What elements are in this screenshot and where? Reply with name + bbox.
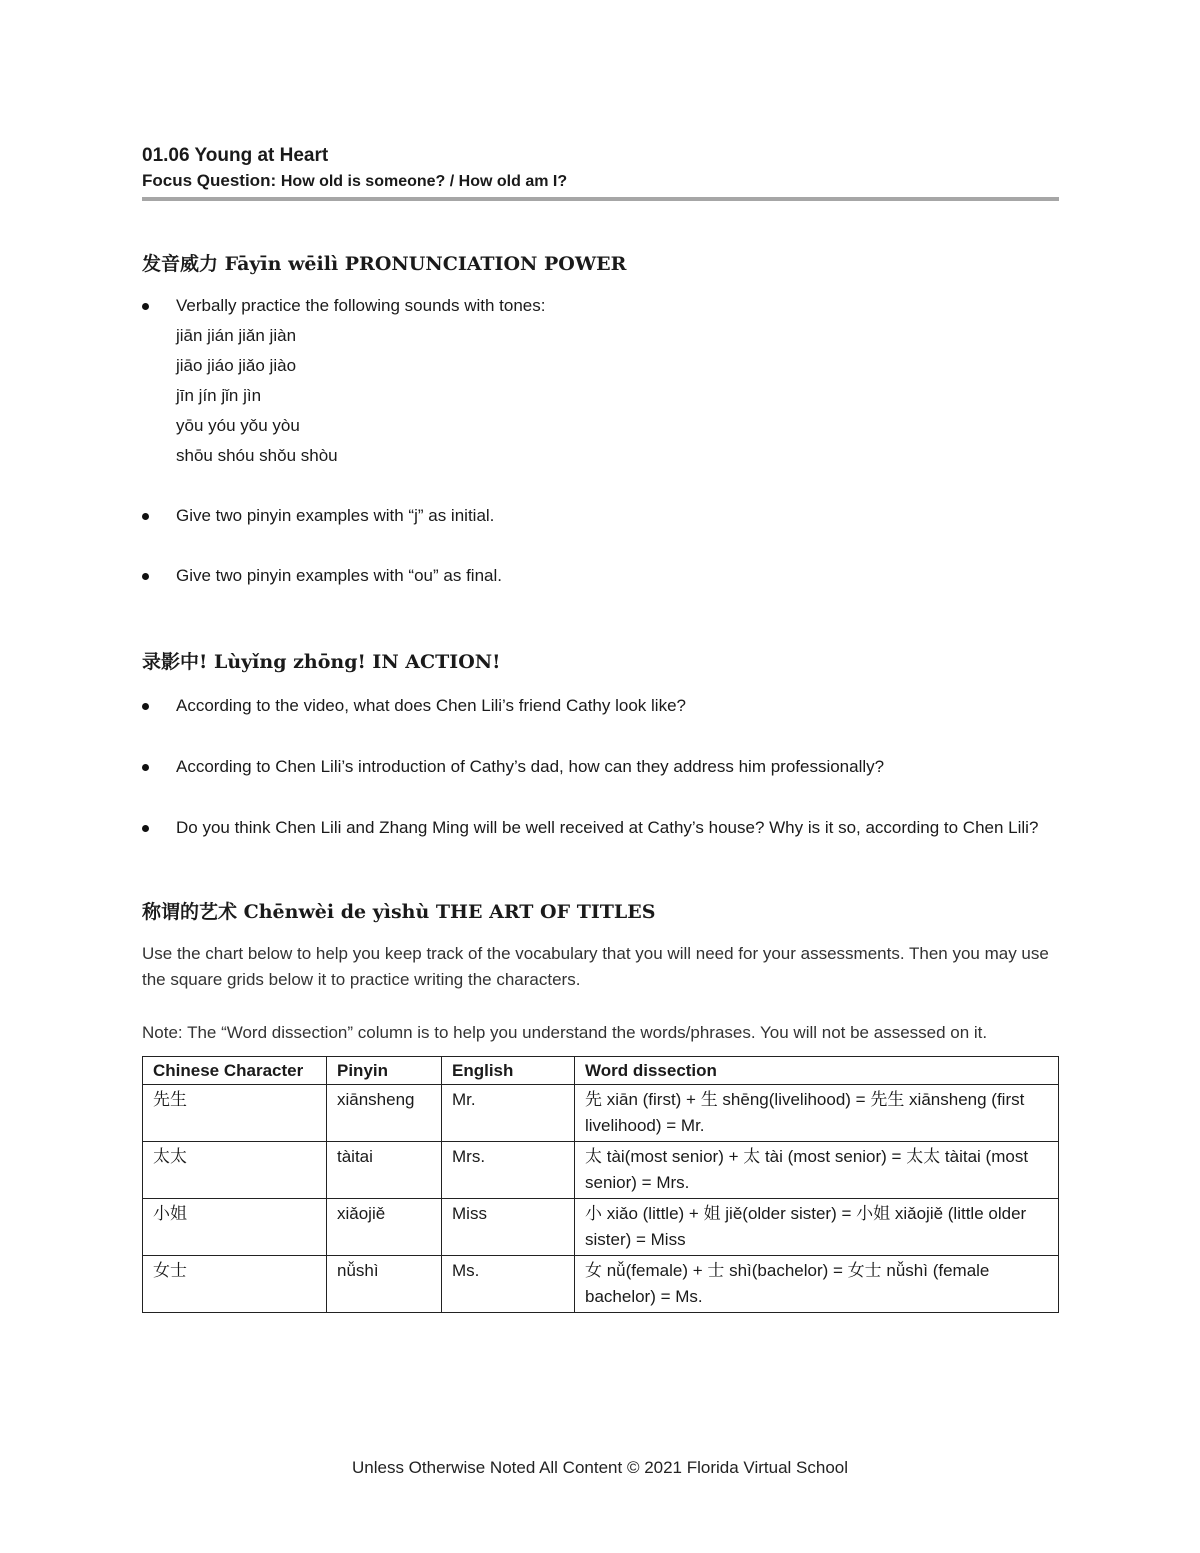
english-cell: Ms.: [442, 1256, 575, 1313]
dissection-cell: 女 nǚ(female) + 士 shì(bachelor) = 女士 nǚshì (female bachelor) = Ms.: [575, 1256, 1059, 1313]
table-row: [143, 1256, 1059, 1313]
character-cell: 小姐: [143, 1199, 327, 1256]
character-cell: 太太: [143, 1142, 327, 1199]
column-header: Word dissection: [575, 1057, 1059, 1085]
sound-line: yōu yóu yǒu yòu: [176, 416, 300, 435]
note-label: Note:: [142, 1023, 183, 1042]
sound-line: jiāo jiáo jiǎo jiào: [176, 356, 297, 375]
english-cell: Mrs.: [442, 1142, 575, 1199]
pronunciation-list: [142, 291, 1059, 591]
table-header-row: [143, 1057, 1059, 1085]
list-item: [142, 501, 1059, 531]
column-header: Pinyin: [327, 1057, 442, 1085]
bullet-icon: [142, 703, 149, 710]
column-header: English: [442, 1057, 575, 1085]
sound-line: jīn jín jǐn jìn: [176, 386, 262, 405]
table-row: [143, 1142, 1059, 1199]
bullet-icon: [142, 825, 149, 832]
bullet-text: Do you think Chen Lili and Zhang Ming will be well received at Cathy’s house? Why is it so, according to Chen Lili?: [176, 818, 1039, 837]
note-text: The “Word dissection” column is to help you understand the words/phrases. You will not be assessed on it.: [187, 1023, 988, 1042]
dissection-cell: 小 xiǎo (little) + 姐 jiě(older sister) = 小姐 xiǎojiě (little older sister) = Miss: [575, 1199, 1059, 1256]
document-page: [142, 144, 1059, 1313]
bullet-text: According to the video, what does Chen Lili’s friend Cathy look like?: [176, 696, 686, 715]
focus-question: [142, 168, 1059, 195]
english-cell: Mr.: [442, 1085, 575, 1142]
sound-line: shōu shóu shǒu shòu: [176, 446, 338, 465]
character-cell: 先生: [143, 1085, 327, 1142]
bullet-text: Give two pinyin examples with “j” as initial.: [176, 506, 495, 525]
bullet-icon: [142, 573, 149, 580]
list-item: [142, 813, 1059, 843]
bullet-text: Verbally practice the following sounds with tones:: [176, 296, 546, 315]
chart-instructions: Use the chart below to help you keep track of the vocabulary that you will need for your assessments. Then you may use the square grids below it to practice writing the characters.: [142, 944, 1049, 989]
bullet-icon: [142, 764, 149, 771]
dissection-cell: 太 tài(most senior) + 太 tài (most senior) = 太太 tàitai (most senior) = Mrs.: [575, 1142, 1059, 1199]
dissection-cell: 先 xiān (first) + 生 shēng(livelihood) = 先生 xiānsheng (first livelihood) = Mr.: [575, 1085, 1059, 1142]
list-item: [142, 691, 1059, 721]
in-action-list: [142, 691, 1059, 843]
sound-line: jiān jián jiǎn jiàn: [176, 326, 297, 345]
table-row: [143, 1199, 1059, 1256]
bullet-icon: [142, 513, 149, 520]
vocabulary-table: [142, 1056, 1059, 1313]
list-item: [142, 752, 1059, 782]
note-paragraph: [142, 1020, 1059, 1046]
in-action-heading: 录影中! Lùyǐng zhōng! IN ACTION!: [142, 651, 501, 673]
pinyin-cell: xiānsheng: [327, 1085, 442, 1142]
bullet-text: According to Chen Lili’s introduction of Cathy’s dad, how can they address him professionally?: [176, 757, 885, 776]
bullet-text: Give two pinyin examples with “ou” as final.: [176, 566, 502, 585]
column-header: Chinese Character: [143, 1057, 327, 1085]
character-cell: 女士: [143, 1256, 327, 1313]
list-item: [142, 291, 1059, 471]
english-cell: Miss: [442, 1199, 575, 1256]
header-divider: [142, 197, 1059, 201]
tone-sounds: [176, 321, 1059, 471]
focus-question-text: How old is someone? / How old am I?: [280, 173, 568, 190]
titles-heading: 称谓的艺术 Chēnwèi de yìshù THE ART OF TITLES: [142, 901, 656, 923]
focus-question-label: Focus Question:: [142, 171, 277, 190]
list-item: [142, 561, 1059, 591]
table-row: [143, 1085, 1059, 1142]
pinyin-cell: tàitai: [327, 1142, 442, 1199]
bullet-icon: [142, 303, 149, 310]
lesson-title: 01.06 Young at Heart: [142, 145, 329, 166]
pinyin-cell: nǚshì: [327, 1256, 442, 1313]
pinyin-cell: xiǎojiě: [327, 1199, 442, 1256]
copyright-footer: Unless Otherwise Noted All Content © 2021 Florida Virtual School: [351, 1458, 849, 1477]
pronunciation-heading: 发音威力 Fāyīn wēilì PRONUNCIATION POWER: [142, 253, 627, 275]
